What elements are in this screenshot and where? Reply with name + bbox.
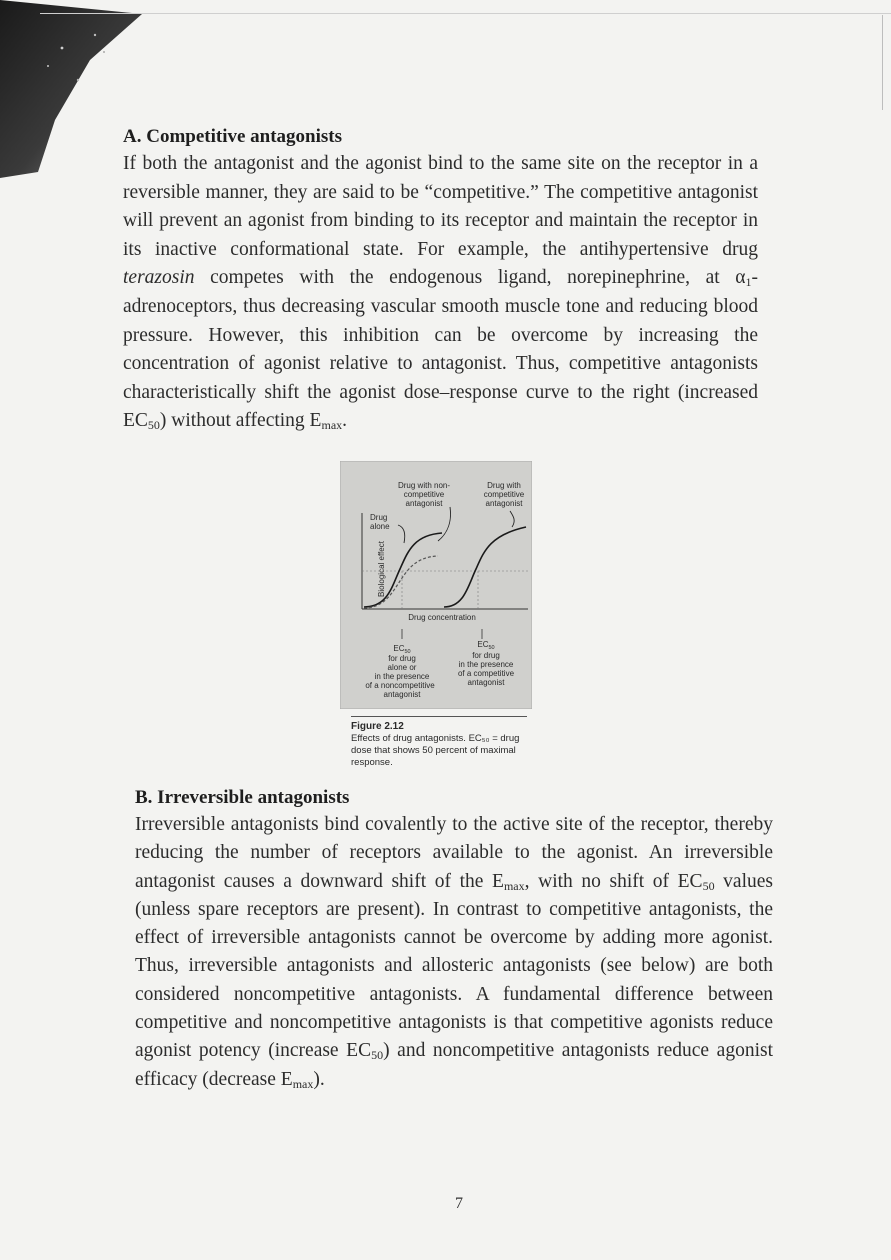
ec50-left-label: $EC_{50}$ xyxy=(393,644,411,655)
label-noncompetitive-line3: antagonist xyxy=(405,499,443,508)
drug-name-terazosin: terazosin xyxy=(123,267,195,289)
page-number: 7 xyxy=(455,1195,463,1212)
label-noncompetitive-line2: competitive xyxy=(403,490,445,499)
heading-irreversible-antagonists: B. Irreversible antagonists xyxy=(135,787,350,808)
section-irreversible-antagonists xyxy=(135,787,773,1094)
caption-text: Effects of drug antagonists. EC₅₀ = drug dose that shows 50 percent of maximal response. xyxy=(351,733,520,768)
y-axis-label: Biological effect xyxy=(377,541,386,597)
ec50-left-line3: in the presence xyxy=(374,672,430,681)
paragraph-competitive-antagonists: If both the antagonist and the agonist bind to the same site on the receptor in a reversible manner, they are said to be “competitive.” The competitive antagonist will prevent an agonist from binding to its receptor and maintain the receptor in its inactive conformational state. For example, the antihypertensive drug terazosin competes with the endogenous ligand, norepinephrine, at $\alpha_1$-adrenoceptors, thus decreasing vascular smooth muscle tone and reducing blood pressure. However, this inhibition can be overcome by increasing the concentration of agonist relative to antagonist. Thus, competitive antagonists characteristically shift the agonist dose–response curve to the right (increased $EC_{50}$) without affecting $E_{max}$. xyxy=(123,153,758,433)
x-axis-label: Drug concentration xyxy=(408,613,476,622)
ec50-left-line1: for drug xyxy=(388,654,416,663)
caption-title: Figure 2.12 xyxy=(351,721,404,732)
paragraph-irreversible-antagonists: Irreversible antagonists bind covalently to the active site of the receptor, thereby reducing the number of receptors available to the agonist. An irreversible antagonist causes a downward shift of the $E_{max}$, with no shift of $EC_{50}$ values (unless spare receptors are present). In contrast to competitive antagonists, the effect of irreversible antagonists cannot be overcome by adding more agonist. Thus, irreversible antagonists and allosteric antagonists (see below) are both considered noncompetitive antagonists. A fundamental difference between competitive and noncompetitive antagonists is that competitive agonists reduce agonist potency (increase $EC_{50}$) and noncompetitive antagonists reduce agonist efficacy (decrease $E_{max}$). xyxy=(135,814,773,1091)
ec50-right-line3: of a competitive xyxy=(457,669,515,678)
ec50-left-line4: of a noncompetitive xyxy=(365,681,435,690)
ec50-right-line2: in the presence xyxy=(458,660,514,669)
figure-caption xyxy=(351,721,531,769)
ec50-right-line4: antagonist xyxy=(467,678,505,687)
ec50-right-label: $EC_{50}$ xyxy=(477,640,495,651)
label-drug-alone-line2: alone xyxy=(370,522,390,531)
ec50-left-line5: antagonist xyxy=(383,690,421,699)
scan-right-edge xyxy=(882,15,883,110)
heading-competitive-antagonists: A. Competitive antagonists xyxy=(123,126,343,147)
ec50-left-line2: alone or xyxy=(387,663,417,672)
label-competitive-line3: antagonist xyxy=(485,499,523,508)
figure-2-12-dose-response xyxy=(340,461,532,709)
label-drug-alone-line1: Drug xyxy=(370,513,388,522)
ec50-right-line1: for drug xyxy=(472,651,500,660)
caption-rule xyxy=(351,716,527,717)
scan-top-edge xyxy=(40,13,891,14)
label-competitive-line2: competitive xyxy=(483,490,525,499)
label-competitive-line1: Drug with xyxy=(487,481,521,490)
label-noncompetitive-line1: Drug with non- xyxy=(397,481,451,490)
section-competitive-antagonists xyxy=(123,126,758,436)
